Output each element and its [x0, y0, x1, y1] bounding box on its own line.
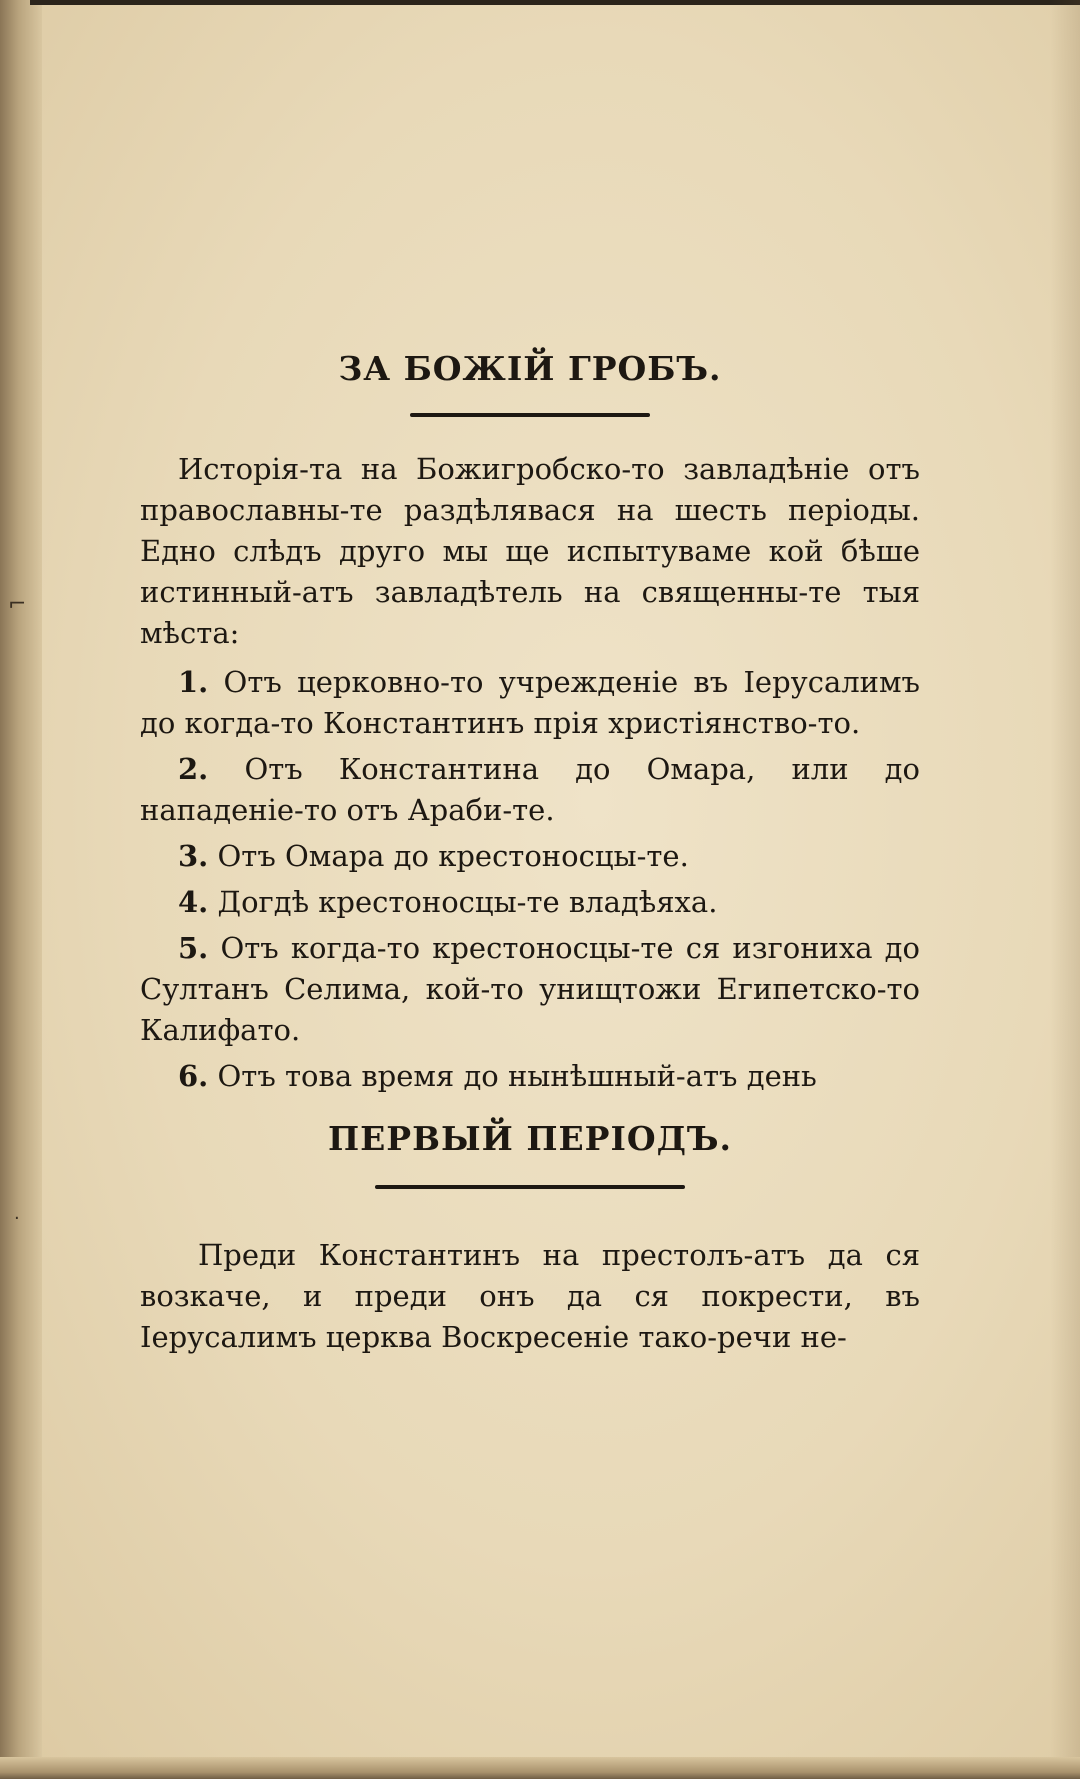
page-top-edge	[30, 0, 1080, 5]
page-gutter	[0, 0, 42, 1779]
title-divider	[410, 413, 650, 417]
section-divider	[375, 1185, 685, 1189]
period-item	[140, 749, 920, 831]
page-bottom-edge	[0, 1757, 1080, 1779]
period-text: Отъ когда-то крестоносцы-те ся изгониха до Султанъ Селима, кой-то унищтожи Египетско-то Калифато.	[140, 931, 920, 1047]
page-right-shade	[1050, 0, 1080, 1779]
period-text: Отъ това время до нынѣшный-атъ день	[217, 1059, 817, 1093]
period-text: Отъ Константина до Омара, или до нападеніе-то отъ Араби-те.	[140, 752, 921, 827]
period-item	[140, 928, 920, 1051]
periods-list	[140, 662, 920, 1097]
period-text: Отъ Омара до крестоносцы-те.	[217, 839, 689, 873]
period-number: 4.	[178, 885, 209, 919]
section-paragraph: Преди Константинъ на престолъ-атъ да ся возкаче, и преди онъ да ся покрести, въ Іерусалимъ церква Воскресеніе тако-речи не-	[140, 1238, 920, 1354]
period-text: Отъ церковно-то учрежденіе въ Іерусалимъ до когда-то Константинъ прія христіянство-то.	[140, 665, 920, 740]
margin-tick-mark: ⌐	[8, 592, 27, 617]
page-content	[140, 345, 920, 1358]
period-item	[140, 882, 920, 923]
period-number: 5.	[178, 931, 209, 965]
intro-paragraph: Исторія-та на Божигробско-то завладѣніе отъ православны-те раздѣлявася на шесть періоды. Едно слѣдъ друго мы ще испытуваме кой бѣше истинный-атъ завладѣтель на священны-те тыя мѣста:	[140, 452, 920, 650]
section-title: ПЕРВЫЙ ПЕРІОДЪ.	[327, 1119, 733, 1158]
period-number: 2.	[178, 752, 209, 786]
period-number: 1.	[178, 665, 209, 699]
period-number: 6.	[178, 1059, 209, 1093]
period-number: 3.	[178, 839, 209, 873]
chapter-title: ЗА БОЖІЙ ГРОБЪ.	[338, 349, 722, 388]
period-text: Догдѣ крестоносцы-те владѣяха.	[217, 885, 718, 919]
period-item	[140, 1056, 920, 1097]
margin-dot-mark: ·	[14, 1208, 20, 1229]
period-item	[140, 662, 920, 744]
period-item	[140, 836, 920, 877]
